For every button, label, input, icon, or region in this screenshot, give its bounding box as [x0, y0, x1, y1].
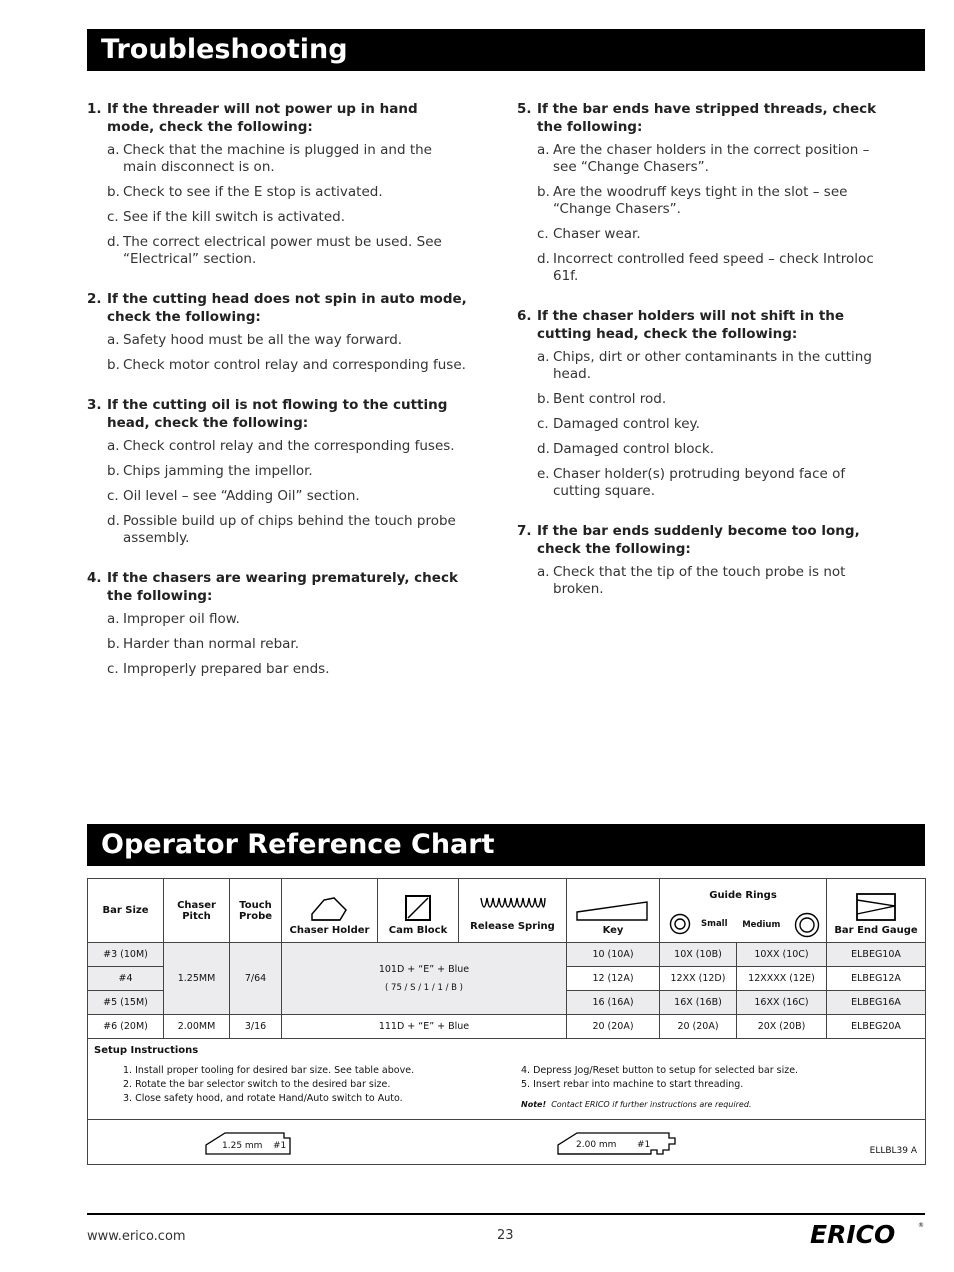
- header-touch-probe: Touch Probe: [230, 879, 282, 943]
- cell-holder-spring-group: [282, 943, 567, 1015]
- gauge-number-label: #1: [273, 1141, 287, 1151]
- section-heading: If the cutting head does not spin in auto mode, check the following:: [107, 291, 467, 325]
- setup-step: 1. Install proper tooling for desired bar size. See table above.: [123, 1065, 415, 1076]
- trouble-section-5: [517, 100, 877, 285]
- list-item: b. Check motor control relay and corresponding fuse.: [107, 357, 466, 373]
- list-item: a. Chips, dirt or other contaminants in the cutting head.: [537, 349, 872, 382]
- trouble-section-7: [517, 522, 877, 598]
- troubleshooting-right-column: [517, 100, 877, 620]
- header-key: [567, 879, 660, 943]
- header-chaser-pitch: Chaser Pitch: [164, 879, 230, 943]
- gauge-profile-1: [205, 1130, 295, 1156]
- header-bar-end-gauge: [827, 879, 926, 943]
- key-icon: [575, 900, 651, 922]
- troubleshooting-title: Troubleshooting: [87, 29, 925, 71]
- list-item: c. Chaser wear.: [537, 226, 641, 242]
- note-label: Note!: [521, 1100, 547, 1109]
- list-item: a. Safety hood must be all the way forward.: [107, 332, 403, 348]
- cam-block-label: Cam Block: [388, 925, 448, 936]
- cell-bar-size: #5 (15M): [88, 991, 164, 1015]
- setup-step: 4. Depress Jog/Reset button to setup for selected bar size.: [521, 1065, 799, 1076]
- cell-bar-size: #3 (10M): [88, 943, 164, 967]
- cell-gauge: ELBEG10A: [827, 943, 926, 967]
- cell-medium-ring: 12XXXX (12E): [737, 967, 827, 991]
- section-heading: If the chaser holders will not shift in the cutting head, check the following:: [537, 308, 845, 342]
- cell-bar-size: #6 (20M): [88, 1015, 164, 1039]
- gauge-diagrams: [88, 1120, 926, 1165]
- setup-instructions: [88, 1039, 926, 1120]
- section-number: 3.: [87, 397, 102, 413]
- section-number: 4.: [87, 570, 102, 586]
- list-item: a. Are the chaser holders in the correct position – see “Change Chasers”.: [537, 142, 870, 175]
- svg-text:®: ®: [918, 1222, 924, 1229]
- header-bar-size: Bar Size: [88, 879, 164, 943]
- operator-reference-table: [87, 878, 926, 1165]
- cell-gauge: ELBEG16A: [827, 991, 926, 1015]
- cell-gauge: ELBEG20A: [827, 1015, 926, 1039]
- cell-small-ring: 12XX (12D): [660, 967, 737, 991]
- cell-touch-probe: 7/64: [230, 943, 282, 1015]
- header-release-spring: [459, 879, 567, 943]
- setup-row: [88, 1039, 926, 1120]
- cell-key: 10 (10A): [567, 943, 660, 967]
- list-item: c. Oil level – see “Adding Oil” section.: [107, 488, 360, 504]
- trouble-section-4: [87, 569, 467, 678]
- header-cam-block: [378, 879, 459, 943]
- list-item: c. Damaged control key.: [537, 416, 700, 432]
- list-item: a. Improper oil flow.: [107, 611, 240, 627]
- setup-step: 2. Rotate the bar selector switch to the desired bar size.: [123, 1079, 391, 1090]
- medium-label: Medium: [742, 920, 781, 931]
- cell-small-ring: 10X (10B): [660, 943, 737, 967]
- list-item: b. Harder than normal rebar.: [107, 636, 300, 652]
- list-item: b. Bent control rod.: [537, 391, 667, 407]
- logo-text: ERICO: [810, 1220, 896, 1249]
- cell-small-ring: 16X (16B): [660, 991, 737, 1015]
- erico-logo: [808, 1219, 926, 1249]
- cell-chaser-pitch: 1.25MM: [164, 943, 230, 1015]
- header-guide-rings: Guide Rings: [660, 879, 827, 909]
- trouble-section-6: [517, 307, 877, 500]
- chaser-holder-icon: [310, 896, 350, 922]
- gauge-number-label: #1: [637, 1140, 651, 1150]
- label-code: ELLBL39 A: [869, 1146, 918, 1156]
- cell-gauge: ELBEG12A: [827, 967, 926, 991]
- table-row: [88, 1015, 926, 1039]
- cell-medium-ring: 16XX (16C): [737, 991, 827, 1015]
- list-item: b. Check to see if the E stop is activated.: [107, 184, 383, 200]
- page-number: 23: [497, 1228, 514, 1243]
- section-number: 5.: [517, 101, 532, 117]
- cell-small-ring: 20 (20A): [660, 1015, 737, 1039]
- bar-end-gauge-icon: [855, 892, 897, 922]
- footer-rule: [87, 1213, 925, 1215]
- list-item: a. Check control relay and the corresponding fuses.: [107, 438, 455, 454]
- list-item: e. Chaser holder(s) protruding beyond face of cutting square.: [537, 466, 846, 499]
- spring-spec-line2: ( 75 / S / 1 / 1 / B ): [385, 983, 463, 993]
- medium-ring-icon: [794, 912, 820, 938]
- gauge-size-label: 1.25 mm: [222, 1141, 263, 1151]
- section-number: 1.: [87, 101, 102, 117]
- list-item: d. Damaged control block.: [537, 441, 715, 457]
- trouble-section-3: [87, 396, 467, 547]
- section-number: 7.: [517, 523, 532, 539]
- section-number: 6.: [517, 308, 532, 324]
- list-item: d. Incorrect controlled feed speed – check Introloc 61f.: [537, 251, 874, 284]
- setup-step: 3. Close safety hood, and rotate Hand/Auto switch to Auto.: [123, 1093, 403, 1104]
- header-small: [660, 909, 737, 943]
- section-heading: If the cutting oil is not flowing to the cutting head, check the following:: [107, 397, 448, 431]
- section-number: 2.: [87, 291, 102, 307]
- header-medium: [737, 909, 827, 943]
- setup-step: 5. Insert rebar into machine to start threading.: [521, 1079, 744, 1090]
- small-ring-icon: [669, 913, 691, 935]
- gauge-profile-2-icon: [557, 1130, 677, 1156]
- trouble-section-1: [87, 100, 467, 268]
- list-item: b. Chips jamming the impellor.: [107, 463, 313, 479]
- table-row: [88, 943, 926, 967]
- list-item: b. Are the woodruff keys tight in the slot – see “Change Chasers”.: [537, 184, 848, 217]
- cell-medium-ring: 10XX (10C): [737, 943, 827, 967]
- section-heading: If the bar ends suddenly become too long, check the following:: [537, 523, 860, 557]
- release-spring-icon: [478, 894, 548, 918]
- cell-key: 20 (20A): [567, 1015, 660, 1039]
- list-item: a. Check that the machine is plugged in and the main disconnect is on.: [107, 142, 432, 175]
- list-item: a. Check that the tip of the touch probe is not broken.: [537, 564, 846, 597]
- cell-chaser-pitch: 2.00MM: [164, 1015, 230, 1039]
- header-chaser-holder: [282, 879, 378, 943]
- gauge-size-label: 2.00 mm: [576, 1140, 617, 1150]
- release-spring-label: Release Spring: [470, 921, 555, 932]
- list-item: c. Improperly prepared bar ends.: [107, 661, 330, 677]
- cam-block-icon: [404, 894, 432, 922]
- section-heading: If the threader will not power up in hand mode, check the following:: [107, 101, 418, 135]
- key-label: Key: [602, 925, 624, 936]
- chaser-holder-label: Chaser Holder: [289, 925, 370, 936]
- section-heading: If the chasers are wearing prematurely, check the following:: [107, 570, 458, 604]
- cell-holder-spring-group: 111D + “E” + Blue: [282, 1015, 567, 1039]
- gauge-row: [88, 1120, 926, 1165]
- bar-end-gauge-label: Bar End Gauge: [834, 925, 918, 936]
- small-label: Small: [700, 918, 728, 929]
- section-heading: If the bar ends have stripped threads, check the following:: [537, 101, 877, 135]
- cell-touch-probe: 3/16: [230, 1015, 282, 1039]
- setup-note: [521, 1098, 798, 1112]
- setup-title: Setup Instructions: [94, 1045, 199, 1056]
- cell-key: 16 (16A): [567, 991, 660, 1015]
- reference-chart-title: Operator Reference Chart: [87, 824, 925, 866]
- trouble-section-2: [87, 290, 467, 374]
- list-item: c. See if the kill switch is activated.: [107, 209, 345, 225]
- footer-website-link[interactable]: www.erico.com: [87, 1229, 186, 1244]
- spring-spec-line1: 101D + “E” + Blue: [378, 964, 470, 975]
- cell-medium-ring: 20X (20B): [737, 1015, 827, 1039]
- note-text: Contact ERICO if further instructions are required.: [551, 1100, 752, 1109]
- gauge-profile-2: [557, 1130, 677, 1156]
- cell-bar-size: #4: [88, 967, 164, 991]
- list-item: d. The correct electrical power must be used. See “Electrical” section.: [107, 234, 442, 267]
- troubleshooting-left-column: [87, 100, 467, 700]
- cell-key: 12 (12A): [567, 967, 660, 991]
- list-item: d. Possible build up of chips behind the touch probe assembly.: [107, 513, 456, 546]
